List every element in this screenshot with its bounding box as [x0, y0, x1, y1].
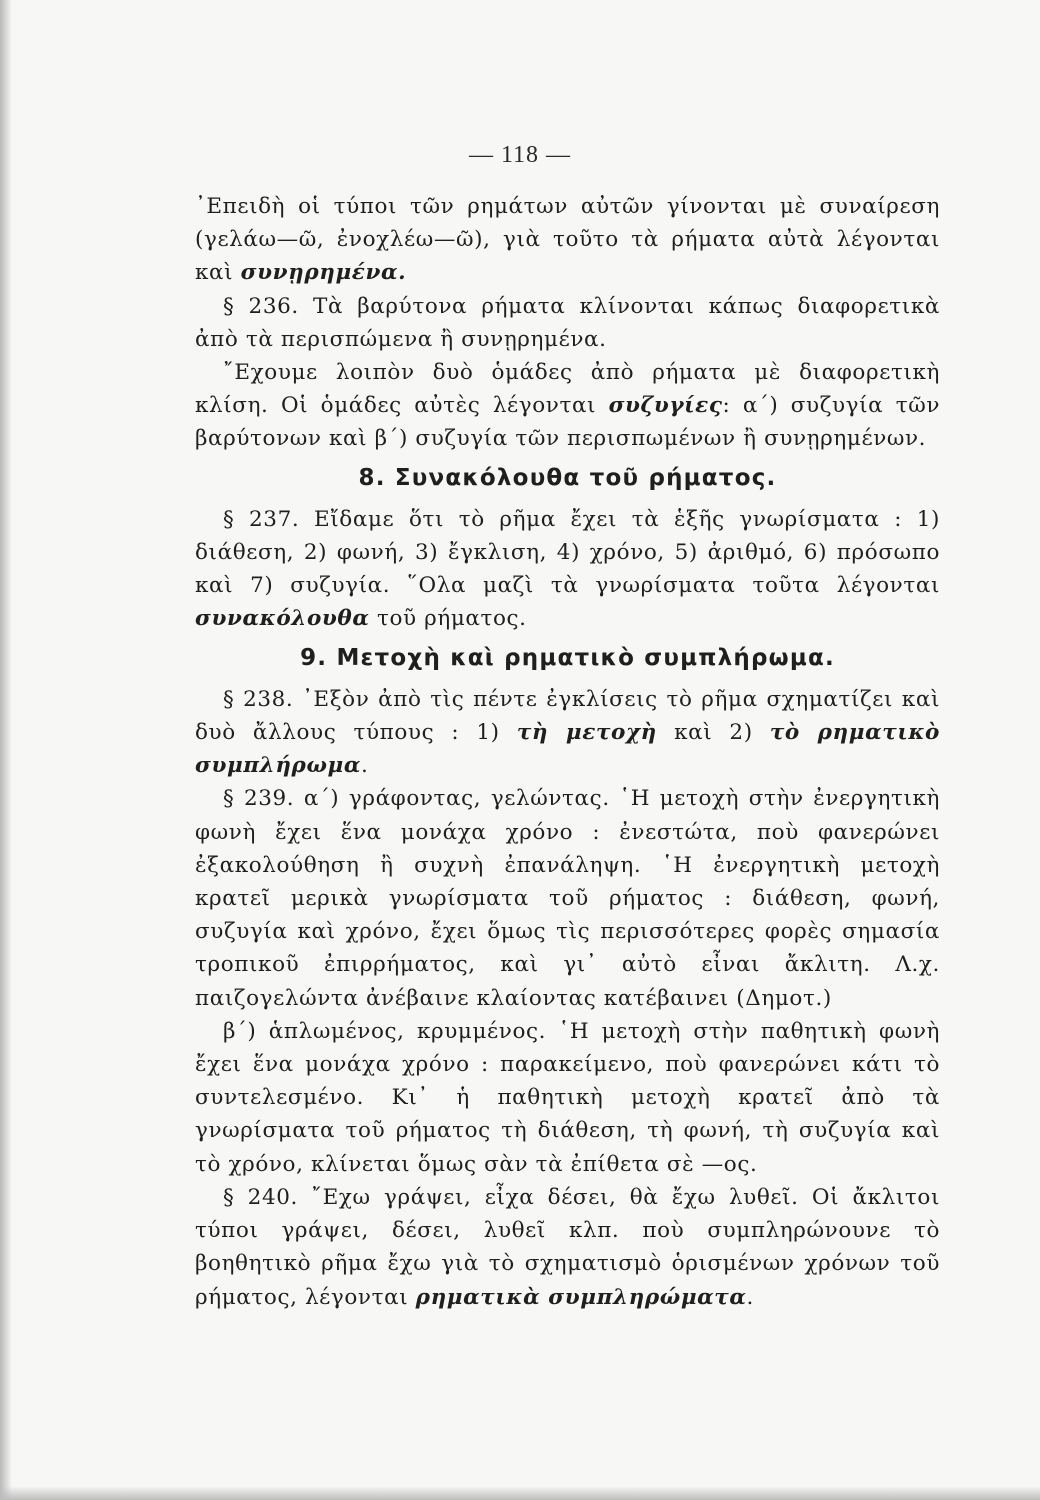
- term-verbal-complement: τὸ ρηματικὸ συμπλήρωμα: [195, 720, 940, 779]
- term-contracted: συνῃρημένα.: [240, 260, 407, 286]
- paragraph-text: .: [746, 1284, 754, 1310]
- paragraph-contraction: [195, 190, 940, 290]
- paragraph-text: .: [361, 753, 369, 779]
- paragraph-text: καὶ 2): [656, 720, 770, 746]
- paragraph-240: [195, 1181, 940, 1314]
- paragraph-conjugations: [195, 356, 940, 456]
- paragraph-text: : α΄) συζυγία τῶν βαρύτονων καὶ β΄) συζυγία τῶν περισπωμένων ἢ συνῃρημένων.: [195, 393, 941, 452]
- paragraph-239: § 239. α΄) γράφοντας, γελώντας. ῾Η μετοχὴ στὴν ἐνεργητικὴ φωνὴ ἔχει ἕνα μονάχα χρόνο : ἐνεστώτα, ποὺ φανερώνει ἐξακολούθηση ἢ συχνὴ ἐπανάληψη. ῾Η ἐνεργητικὴ μετοχὴ κρατεῖ μερικὰ γνωρίσματα τοῦ ρήματος : διάθεση, φωνή, συζυγία καὶ χρόνο, ἔχει ὅμως τὶς περισσότερες φορὲς σημασία τροπικοῦ ἐπιρρήματος, καὶ γι᾿ αὐτὸ εἶναι ἄκλιτη. Λ.χ. παιζογελώντα ἀνέβαινε κλαίοντας κατέβαινει (Δημοτ.): [195, 786, 940, 1011]
- section-heading-8: 8. Συνακόλουθα τοῦ ρήματος.: [358, 464, 777, 491]
- term-participle: τὴ μετοχὴ: [516, 720, 657, 746]
- page-shadow-left: [0, 0, 12, 1500]
- page-number: — 118 —: [468, 142, 572, 168]
- page-shadow-bottom: [0, 1486, 1040, 1500]
- term-accessories: συνακόλουθα: [195, 606, 370, 632]
- paragraph-text: § 237. Εἴδαμε ὅτι τὸ ρῆμα ἔχει τὰ ἑξῆς γνωρίσματα : 1) διάθεση, 2) φωνή, 3) ἔγκλιση, 4) χρόνο, 5) ἀριθμό, 6) πρόσωπο καὶ 7) συζυγία. ῞Ολα μαζὶ τὰ γνωρίσματα τοῦτα λέγονται: [195, 506, 940, 599]
- paragraph-text: ᾿Επειδὴ οἱ τύποι τῶν ρημάτων αὐτῶν γίνονται μὲ συναίρεση (γελάω—ῶ, ἐνοχλέω—ῶ), γιὰ τοῦτο τὰ ρήματα αὐτὰ λέγονται καὶ: [195, 194, 940, 286]
- paragraph-236: § 236. Τὰ βαρύτονα ρήματα κλίνονται κάπως διαφορετικὰ ἀπὸ τὰ περισπώμενα ἢ συνῃρημένα.: [195, 293, 940, 352]
- paragraph-text: § 240. ῎Εχω γράψει, εἶχα δέσει, θὰ ἔχω λυθεῖ. Οἱ ἄκλιτοι τύποι γράψει, δέσει, λυθεῖ κλπ. ποὺ συμπληρώνουνε τὸ βοηθητικὸ ρῆμα ἔχω γιὰ τὸ σχηματισμὸ ὁρισμένων χρόνων τοῦ ρήματος, λέγονται: [195, 1184, 940, 1310]
- paragraph-text: ῎Εχουμε λοιπὸν δυὸ ὁμάδες ἀπὸ ρήματα μὲ διαφορετικὴ κλίση. Οἱ ὁμάδες αὐτὲς λέγονται: [195, 360, 940, 419]
- term-conjugations: συζυγίες: [608, 393, 723, 419]
- page-body: [195, 190, 940, 1314]
- paragraph-239b: β΄) ἁπλωμένος, κρυμμένος. ῾Η μετοχὴ στὴν παθητικὴ φωνὴ ἔχει ἕνα μονάχα χρόνο : παρακείμενο, ποὺ φανερώνει κάτι τὸ συντελεσμένο. Κι᾿ ἡ παθητικὴ μετοχὴ κρατεῖ ἀπὸ τὰ γνωρίσματα τοῦ ρήματος τὴ διάθεση, τὴ φωνή, τὴ συζυγία καὶ τὸ χρόνο, κλίνεται ὅμως σὰν τὰ ἐπίθετα σὲ —ος.: [195, 1018, 940, 1177]
- paragraph-text: τοῦ ρήματος.: [369, 606, 527, 632]
- paragraph-238: [195, 683, 940, 783]
- paragraph-237: [195, 503, 940, 636]
- term-verbal-complements: ρηματικὰ συμπληρώματα: [415, 1284, 747, 1310]
- paragraph-text: § 238. ᾿Εξὸν ἀπὸ τὶς πέντε ἐγκλίσεις τὸ ρῆμα σχηματίζει καὶ δυὸ ἄλλους τύπους : 1): [195, 686, 940, 746]
- section-heading-9: 9. Μετοχὴ καὶ ρηματικὸ συμπλήρωμα.: [300, 644, 835, 671]
